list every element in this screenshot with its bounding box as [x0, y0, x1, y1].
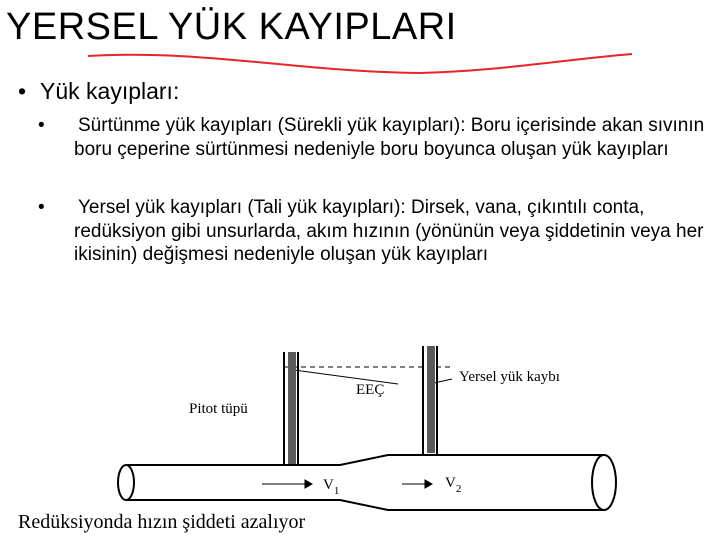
pitot-tube-2 — [423, 346, 437, 455]
bullet-item-text: Sürtünme yük kayıpları (Sürekli yük kayıpları): Boru içerisinde akan sıvının boru çeperine sürtünmesi nedeniyle boru boyunca oluşan yük kayıpları — [74, 115, 705, 160]
pitot-tube-label: Pitot tüpü — [189, 401, 248, 417]
velocity-label-1: $V_1$ — [323, 477, 340, 497]
velocity-arrow-2 — [402, 480, 432, 488]
velocity-label-2: $V_2$ — [445, 475, 462, 495]
velocity-arrow-1 — [262, 480, 312, 488]
bullet-dot-icon: • — [38, 197, 45, 218]
slide-title: YERSEL YÜK KAYIPLARI — [6, 6, 457, 48]
pitot-tube-1 — [284, 352, 298, 466]
eec-label: EEÇ — [356, 382, 385, 398]
bullet-item-text: Yersel yük kayıpları (Tali yük kayıpları): Dirsek, vana, çıkıntılı conta, redüksiyon gibi unsurlarda, akım hızının (yönünün veya şiddetinin veya her ikisinin) değişmesi nedeniyle oluşan yük kayıpları — [74, 197, 704, 265]
bullet-dot-icon: • — [38, 115, 45, 136]
bullet-dot-icon: • — [18, 78, 27, 104]
diagram-caption: Redüksiyonda hızın şiddeti azalıyor — [18, 511, 306, 533]
bullet-level1-text: Yük kayıpları: — [40, 78, 180, 104]
pipe — [118, 455, 616, 510]
local-loss-label: Yersel yük kaybı — [459, 369, 560, 385]
